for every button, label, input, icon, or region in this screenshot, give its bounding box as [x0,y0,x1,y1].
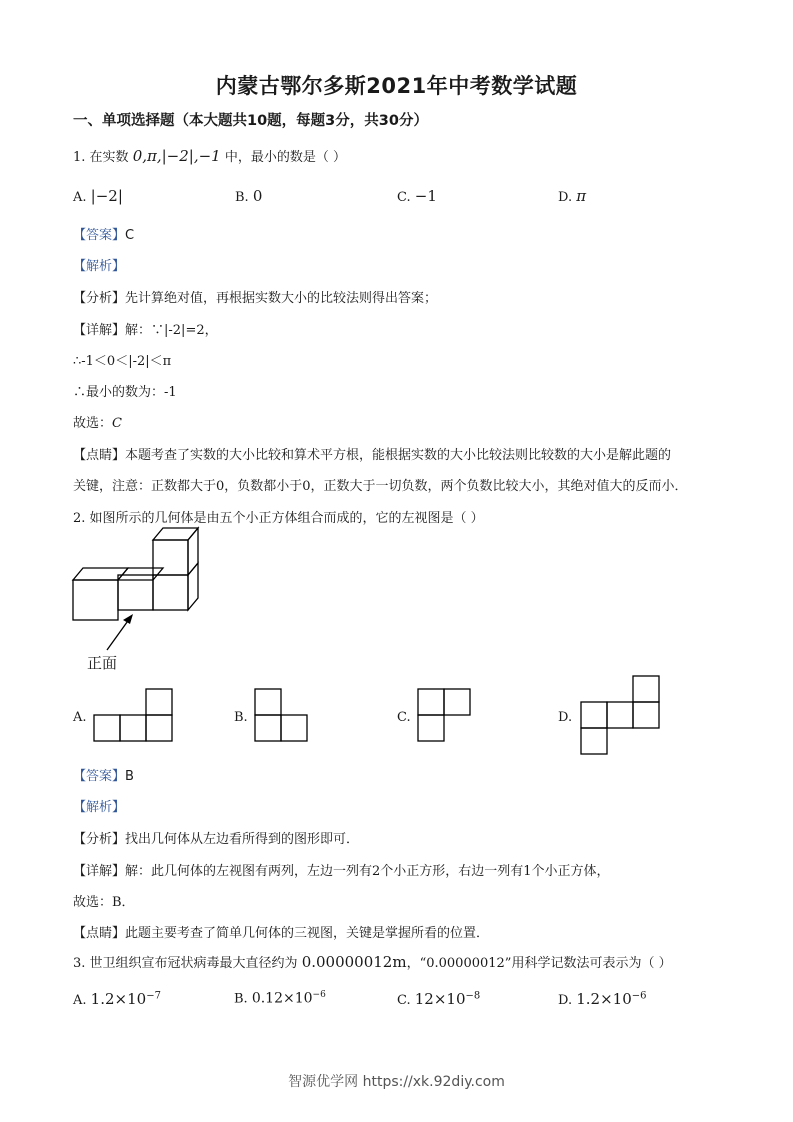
front-label: 正面 [87,654,118,672]
q2-option-c-figure [417,688,473,744]
q2-option-a-figure [93,688,175,744]
option-label: D. [558,190,573,205]
q2-option-c-label: C. [397,710,411,725]
xiangjie-text: 解：此几何体的左视图有两列，左边一列有2个小正方形，右边一列有1个小正方体， [125,864,610,879]
fenxi-text: 先计算绝对值，再根据实数大小的比较法则得出答案； [125,291,438,306]
dianjing-tag: 【点睛】 [73,926,126,941]
option-exponent: −7 [146,990,161,1002]
answer-tag: 【答案】 [73,769,126,784]
option-mantissa: 1.2×10 [90,990,147,1008]
q1-step1: ∴-1＜0＜|-2|＜π [73,354,172,369]
section-heading: 一、单项选择题（本大题共10题，每题3分，共30分） [73,113,428,129]
analysis-tag: 【解析】 [73,259,126,274]
option-exponent: −6 [631,990,647,1002]
option-label: B. [234,991,248,1007]
q2-answer [73,765,134,784]
answer-tag: 【答案】 [73,228,126,243]
q3-option-c [397,990,480,1008]
option-value: −1 [414,187,437,205]
q1-stem-prefix: 1. 在实数 [73,150,129,165]
q3-option-a [73,990,161,1008]
xiangjie-tag: 【详解】 [73,864,126,879]
q1-stem-math: 0,π,|−2|,−1 [132,147,221,165]
q2-xiangjie [73,860,610,879]
choice-prefix: 故选： [73,416,113,431]
q3-stem-prefix: 3. 世卫组织宣布冠状病毒最大直径约为 [73,956,298,971]
q3-option-d [558,990,647,1008]
dianjing-text: 此题主要考查了简单几何体的三视图，关键是掌握所看的位置． [125,926,490,941]
answer-value: B [125,769,134,784]
q2-option-d-figure [579,675,663,759]
option-label: B. [235,190,249,205]
xiangjie-text: 解：∵|-2|=2， [125,323,218,338]
q2-option-d-label: D. [558,710,573,725]
option-mantissa: 12×10 [414,990,466,1008]
q3-stem-suffix: ，“0.00000012”用科学记数法可表示为（ ） [406,956,672,971]
option-value: π [576,187,587,205]
q2-choice: 故选：B． [73,895,135,910]
q2-dianjing [73,922,489,941]
q2-option-b-label: B. [234,710,248,725]
analysis-tag: 【解析】 [73,800,126,815]
fenxi-tag: 【分析】 [73,832,126,847]
answer-value: C [125,228,135,243]
dianjing-text: 本题考查了实数的大小比较和算术平方根，能根据实数的大小比较法则比较数的大小是解此题的 [125,448,672,463]
fenxi-text: 找出几何体从左边看所得到的图形即可． [125,832,360,847]
option-value: |−2| [90,187,123,205]
dianjing-tag: 【点睛】 [73,448,126,463]
option-value: 0 [252,187,263,205]
option-exponent: −6 [312,990,326,1000]
q1-stem-suffix: 中，最小的数是（ ） [224,150,347,165]
option-label: A. [73,993,87,1008]
option-label: C. [397,190,411,205]
q3-option-b [234,990,326,1006]
q2-option-a-label: A. [73,710,87,725]
choice-value: C [112,416,122,431]
q2-stem: 2. 如图所示的几何体是由五个小正方体组合而成的，它的左视图是（ ） [73,511,484,526]
q2-option-b-figure [254,688,310,744]
option-mantissa: 1.2×10 [576,990,632,1008]
q3-stem [73,952,672,971]
xiangjie-tag: 【详解】 [73,323,126,338]
footer-watermark: 智源优学网 https://xk.92diy.com [288,1074,505,1090]
option-label: D. [558,993,573,1008]
option-exponent: −8 [465,990,481,1002]
q2-fenxi [73,828,359,847]
q3-stem-math: 0.00000012m [301,953,407,971]
q1-dianjing-2: 关键，注意：正数都大于0，负数都小于0，正数大于一切负数，两个负数比较大小，其绝对值大的反而小． [73,479,688,494]
page-title: 内蒙古鄂尔多斯2021年中考数学试题 [215,74,578,98]
option-label: A. [73,190,87,205]
fenxi-tag: 【分析】 [73,291,126,306]
q2-analysis-tag [73,796,125,815]
option-mantissa: 0.12×10 [251,990,313,1007]
q1-step2: ∴最小的数为：-1 [73,385,177,400]
option-label: C. [397,993,411,1008]
